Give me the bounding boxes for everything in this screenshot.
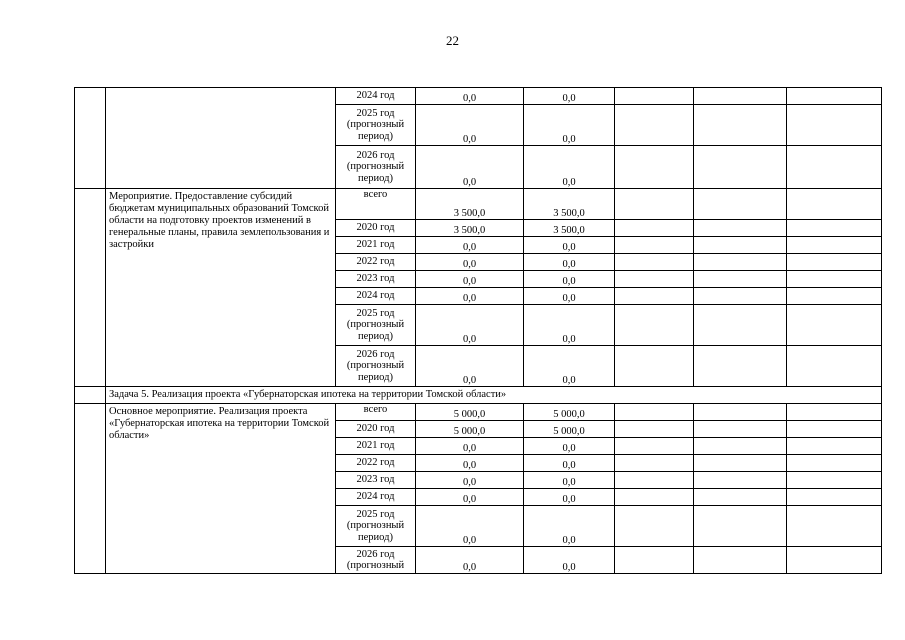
total-value-cell: 0,0 (416, 254, 524, 271)
total-value-cell: 3 500,0 (416, 220, 524, 237)
period-cell: 2023 год (336, 271, 416, 288)
task-title: Задача 5. Реализация проекта «Губернаторская ипотека на территории Томской области» (106, 387, 882, 404)
budget-value-cell: 0,0 (524, 472, 615, 489)
empty-cell (694, 105, 787, 146)
empty-cell (615, 146, 694, 189)
total-value-cell: 0,0 (416, 288, 524, 305)
budget-value-cell: 0,0 (524, 489, 615, 506)
empty-cell (787, 288, 882, 305)
period-cell: 2025 год (прогнозный период) (336, 305, 416, 346)
budget-value-cell: 0,0 (524, 237, 615, 254)
number-cell (75, 189, 106, 387)
total-value-cell: 0,0 (416, 237, 524, 254)
total-value-cell: 0,0 (416, 547, 524, 574)
empty-cell (694, 506, 787, 547)
empty-cell (787, 237, 882, 254)
empty-cell (787, 421, 882, 438)
empty-cell (787, 472, 882, 489)
budget-value-cell: 0,0 (524, 105, 615, 146)
empty-cell (615, 237, 694, 254)
empty-cell (615, 404, 694, 421)
total-value-cell: 0,0 (416, 455, 524, 472)
period-cell: 2020 год (336, 220, 416, 237)
period-cell: 2024 год (336, 489, 416, 506)
period-cell: 2021 год (336, 237, 416, 254)
empty-cell (694, 254, 787, 271)
empty-cell (787, 346, 882, 387)
period-cell: 2024 год (336, 88, 416, 105)
empty-cell (787, 489, 882, 506)
budget-value-cell: 0,0 (524, 146, 615, 189)
total-value-cell: 0,0 (416, 305, 524, 346)
total-value-cell: 0,0 (416, 146, 524, 189)
empty-cell (787, 220, 882, 237)
budget-value-cell: 0,0 (524, 305, 615, 346)
measure-description (106, 88, 336, 189)
empty-cell (787, 404, 882, 421)
empty-cell (787, 506, 882, 547)
period-cell: всего (336, 404, 416, 421)
empty-cell (694, 189, 787, 220)
period-cell: 2025 год (прогнозный период) (336, 506, 416, 547)
table-row (75, 88, 882, 105)
budget-value-cell: 0,0 (524, 271, 615, 288)
empty-cell (694, 288, 787, 305)
empty-cell (615, 305, 694, 346)
empty-cell (615, 189, 694, 220)
total-value-cell: 5 000,0 (416, 404, 524, 421)
period-cell: 2026 год (прогнозный период) (336, 146, 416, 189)
empty-cell (694, 421, 787, 438)
empty-cell (694, 472, 787, 489)
empty-cell (787, 547, 882, 574)
empty-cell (694, 547, 787, 574)
budget-value-cell: 5 000,0 (524, 404, 615, 421)
empty-cell (694, 455, 787, 472)
total-value-cell: 0,0 (416, 105, 524, 146)
empty-cell (694, 438, 787, 455)
empty-cell (615, 254, 694, 271)
empty-cell (615, 346, 694, 387)
period-cell: 2021 год (336, 438, 416, 455)
empty-cell (615, 489, 694, 506)
empty-cell (615, 220, 694, 237)
empty-cell (615, 472, 694, 489)
budget-value-cell: 0,0 (524, 506, 615, 547)
total-value-cell: 0,0 (416, 489, 524, 506)
empty-cell (694, 346, 787, 387)
empty-cell (787, 105, 882, 146)
period-cell: 2025 год (прогнозный период) (336, 105, 416, 146)
table-row (75, 189, 882, 220)
budget-value-cell: 0,0 (524, 547, 615, 574)
task-row (75, 387, 882, 404)
number-cell (75, 387, 106, 404)
empty-cell (615, 88, 694, 105)
empty-cell (694, 404, 787, 421)
empty-cell (787, 438, 882, 455)
budget-value-cell: 0,0 (524, 288, 615, 305)
period-cell: 2022 год (336, 455, 416, 472)
empty-cell (694, 88, 787, 105)
number-cell (75, 404, 106, 574)
total-value-cell: 5 000,0 (416, 421, 524, 438)
period-cell: 2022 год (336, 254, 416, 271)
budget-value-cell: 0,0 (524, 254, 615, 271)
total-value-cell: 0,0 (416, 88, 524, 105)
empty-cell (694, 271, 787, 288)
empty-cell (694, 237, 787, 254)
total-value-cell: 0,0 (416, 472, 524, 489)
empty-cell (787, 146, 882, 189)
empty-cell (787, 254, 882, 271)
period-cell: всего (336, 189, 416, 220)
table-row (75, 404, 882, 421)
empty-cell (694, 305, 787, 346)
budget-value-cell: 0,0 (524, 438, 615, 455)
empty-cell (787, 88, 882, 105)
budget-value-cell: 3 500,0 (524, 220, 615, 237)
budget-value-cell: 0,0 (524, 455, 615, 472)
measure-description: Мероприятие. Предоставление субсидий бюджетам муниципальных образований Томской области на подготовку проектов изменений в генеральные планы, правила землепользования и застройки (106, 189, 336, 387)
period-cell: 2020 год (336, 421, 416, 438)
empty-cell (615, 271, 694, 288)
number-cell (75, 88, 106, 189)
period-cell: 2026 год (прогнозный период) (336, 346, 416, 387)
budget-value-cell: 0,0 (524, 346, 615, 387)
empty-cell (615, 438, 694, 455)
period-cell: 2024 год (336, 288, 416, 305)
empty-cell (615, 455, 694, 472)
empty-cell (615, 421, 694, 438)
budget-value-cell: 5 000,0 (524, 421, 615, 438)
total-value-cell: 0,0 (416, 438, 524, 455)
empty-cell (787, 455, 882, 472)
total-value-cell: 0,0 (416, 506, 524, 547)
empty-cell (694, 220, 787, 237)
total-value-cell: 0,0 (416, 346, 524, 387)
empty-cell (787, 189, 882, 220)
total-value-cell: 3 500,0 (416, 189, 524, 220)
empty-cell (615, 105, 694, 146)
empty-cell (694, 146, 787, 189)
budget-value-cell: 0,0 (524, 88, 615, 105)
budget-table (74, 87, 882, 574)
empty-cell (694, 489, 787, 506)
total-value-cell: 0,0 (416, 271, 524, 288)
period-cell: 2023 год (336, 472, 416, 489)
empty-cell (615, 506, 694, 547)
measure-description: Основное мероприятие. Реализация проекта «Губернаторская ипотека на территории Томской области» (106, 404, 336, 574)
empty-cell (615, 547, 694, 574)
empty-cell (787, 305, 882, 346)
period-cell: 2026 год (прогнозный (336, 547, 416, 574)
budget-value-cell: 3 500,0 (524, 189, 615, 220)
page-number: 22 (446, 33, 459, 48)
empty-cell (615, 288, 694, 305)
empty-cell (787, 271, 882, 288)
